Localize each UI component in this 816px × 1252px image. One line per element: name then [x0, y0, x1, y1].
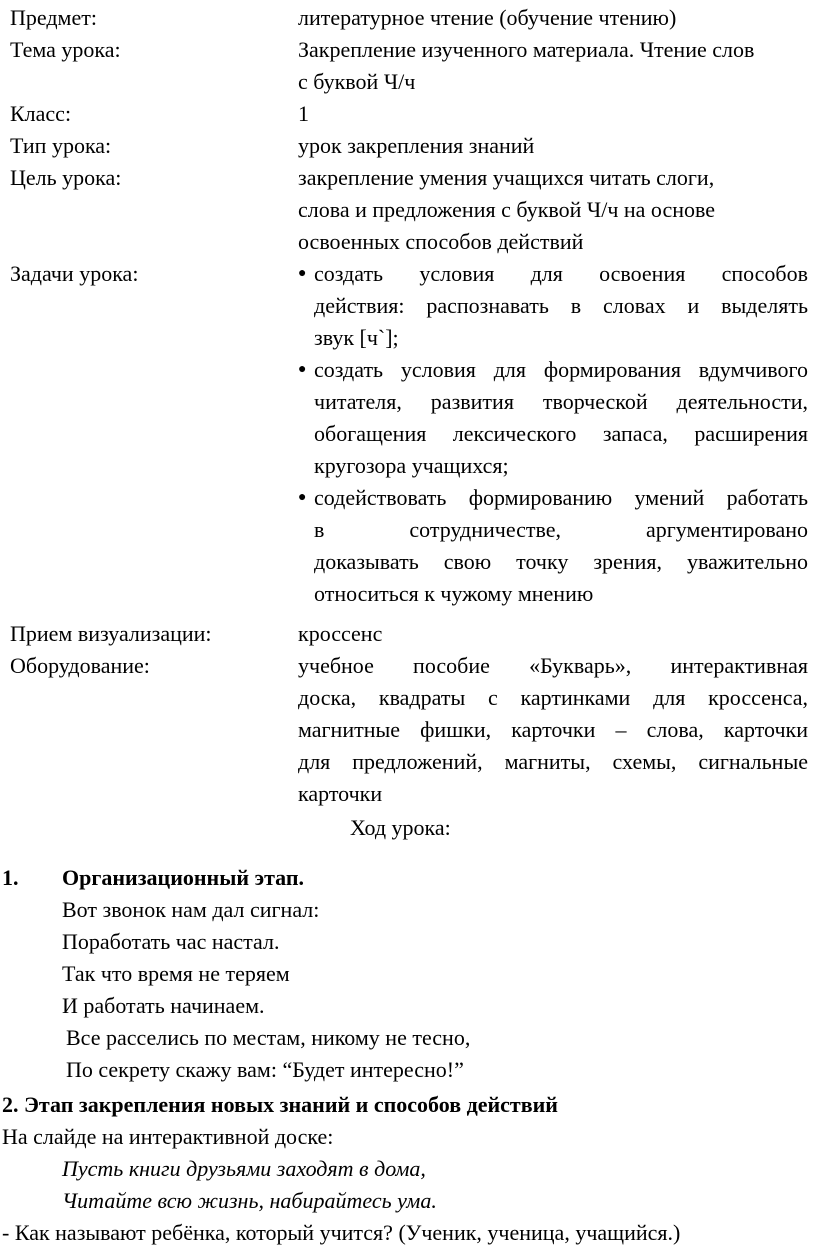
- quote-line: Пусть книги друзьями заходят в дома,: [62, 1156, 426, 1181]
- info-value-line: магнитные фишки, карточки – слова, карточки: [298, 717, 808, 742]
- stage-2-title: 2. Этап закрепления новых знаний и способов действий: [2, 1092, 558, 1117]
- bullet-icon: ●: [298, 362, 307, 377]
- task-list: [298, 258, 808, 610]
- task-line: звук [ч`];: [314, 325, 399, 350]
- task-line: читателя, развития творческой деятельности,: [314, 389, 808, 414]
- info-value-subject: [298, 2, 808, 34]
- task-line: содействовать формированию умений работать: [314, 485, 808, 510]
- quote-line: Читайте всю жизнь, набирайтесь ума.: [62, 1188, 437, 1213]
- info-label-subject: Предмет:: [10, 5, 97, 30]
- stage-2-question: - Как называют ребёнка, который учится? (Ученик, ученица, учащийся.): [2, 1220, 681, 1245]
- info-value-line: с буквой Ч/ч: [298, 69, 416, 94]
- info-value-line: Закрепление изученного материала. Чтение слов: [298, 37, 755, 62]
- stage-1-title: Организационный этап.: [62, 865, 305, 890]
- task-line: действия: распознавать в словах и выделять: [314, 293, 808, 318]
- task-line: кругозора учащихся;: [314, 453, 509, 478]
- info-value-line: закрепление умения учащихся читать слоги,: [298, 165, 715, 190]
- info-label-equipment: Оборудование:: [10, 653, 150, 678]
- info-label-lesson-type: Тип урока:: [10, 133, 112, 158]
- info-value-goal: [298, 162, 808, 258]
- info-label-visualization: Прием визуализации:: [10, 621, 212, 646]
- info-value-line: учебное пособие «Букварь», интерактивная: [298, 653, 808, 678]
- poem-line: И работать начинаем.: [62, 993, 265, 1018]
- bullet-icon: ●: [298, 490, 307, 505]
- info-value-equipment: [298, 650, 808, 810]
- info-value-line: слова и предложения с буквой Ч/ч на основе: [298, 197, 716, 222]
- task-item: [298, 354, 808, 482]
- task-line: создать условия для формирования вдумчивого: [314, 357, 808, 382]
- info-value-line: карточки: [298, 781, 383, 806]
- course-title: Ход урока:: [350, 815, 451, 840]
- poem-line: По секрету скажу вам: “Будет интересно!”: [66, 1057, 464, 1082]
- task-line: относиться к чужому мнению: [314, 581, 594, 606]
- task-line: обогащения лексического запаса, расширения: [314, 421, 808, 446]
- info-label-topic: Тема урока:: [10, 37, 121, 62]
- info-value-line: освоенных способов действий: [298, 229, 584, 254]
- poem-line: Все расселись по местам, никому не тесно,: [66, 1025, 471, 1050]
- info-value-line: 1: [298, 101, 309, 126]
- info-label-grade: Класс:: [10, 101, 72, 126]
- bullet-icon: ●: [298, 266, 307, 281]
- info-value-line: урок закрепления знаний: [298, 133, 535, 158]
- poem-line: Так что время не теряем: [62, 961, 290, 986]
- info-label-tasks: Задачи урока:: [10, 261, 139, 286]
- info-value-line: литературное чтение (обучение чтению): [298, 5, 677, 30]
- poem-line: Вот звонок нам дал сигнал:: [62, 897, 320, 922]
- info-value-grade: [298, 98, 808, 130]
- task-item: [298, 482, 808, 610]
- task-line: создать условия для освоения способов: [314, 261, 808, 286]
- poem-line: Поработать час настал.: [62, 929, 280, 954]
- stage-2-intro: На слайде на интерактивной доске:: [2, 1124, 334, 1149]
- task-line: доказывать свою точку зрения, уважительно: [314, 549, 808, 574]
- stage-1-number: 1.: [2, 865, 19, 890]
- task-line: в сотрудничестве, аргументировано: [314, 517, 808, 542]
- info-value-lesson-type: [298, 130, 808, 162]
- info-label-goal: Цель урока:: [10, 165, 122, 190]
- info-value-visualization: [298, 618, 808, 650]
- info-value-line: кроссенс: [298, 621, 383, 646]
- info-value-line: для предложений, магниты, схемы, сигнальные: [298, 749, 808, 774]
- info-value-line: доска, квадраты с картинками для кроссенса,: [298, 685, 808, 710]
- info-value-topic: [298, 34, 808, 98]
- task-item: [298, 258, 808, 354]
